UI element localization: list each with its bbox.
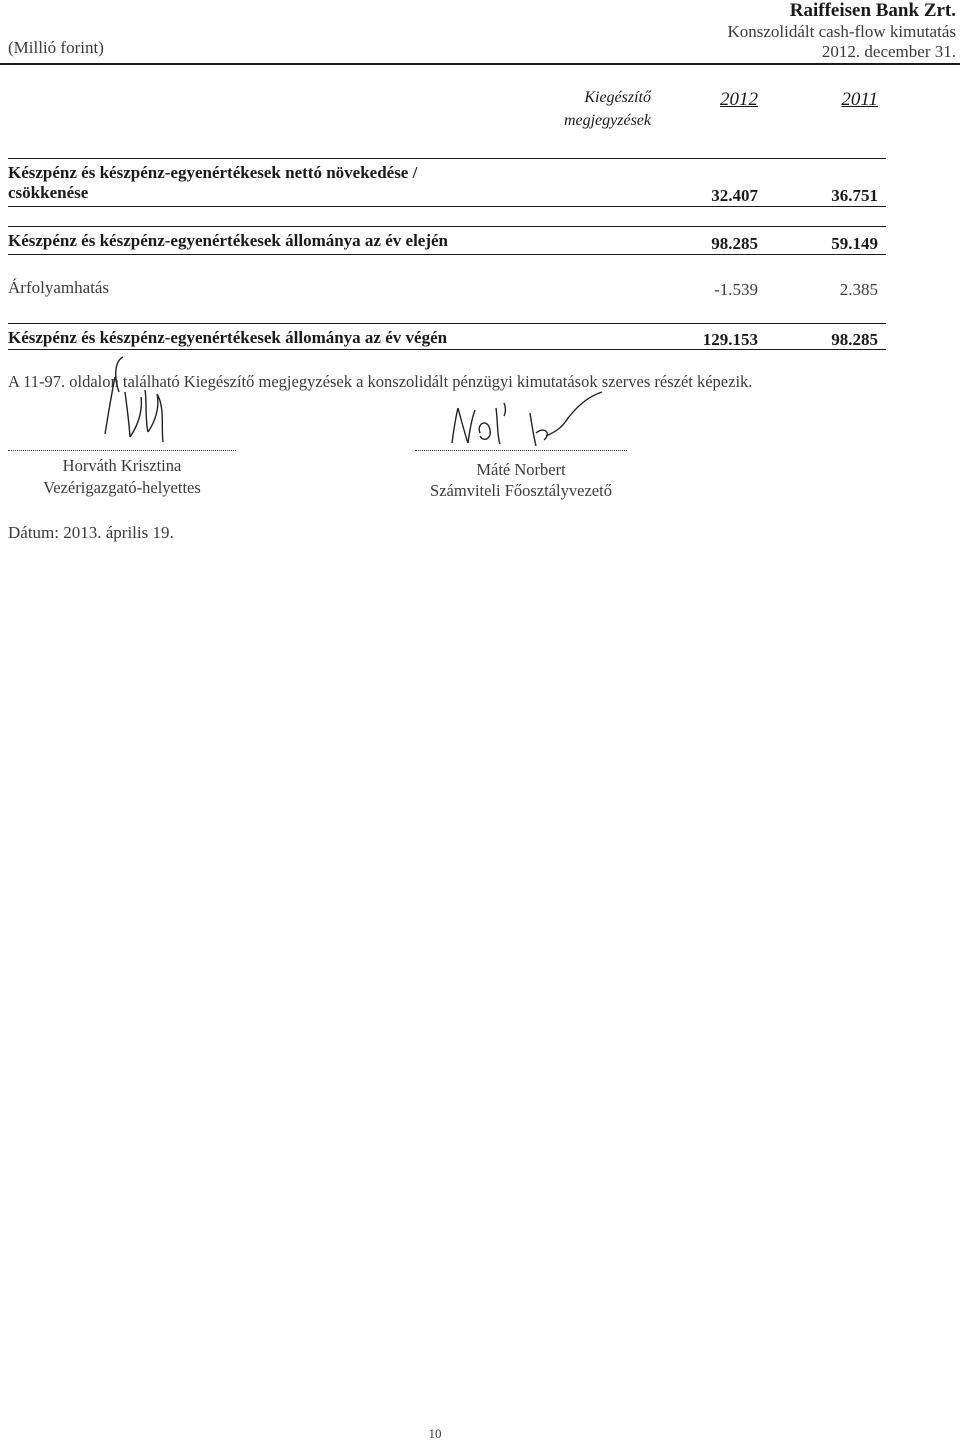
signer-name: Horváth Krisztina (62, 456, 182, 475)
company-name: Raiffeisen Bank Zrt. (789, 0, 956, 21)
row-label: Készpénz és készpénz-egyenértékesek állománya az év végén (8, 328, 448, 347)
signer-title: Vezérigazgató-helyettes (43, 478, 201, 497)
row-rule (8, 323, 886, 324)
row-rule (8, 158, 886, 159)
value-2011: 59.149 (831, 234, 878, 253)
notes-header-line1: Kiegészítő (584, 89, 651, 106)
value-2012: 32.407 (711, 186, 758, 205)
row-label: Árfolyamhatás (8, 278, 110, 297)
value-2012: 129.153 (702, 330, 758, 349)
year-2012-header: 2012 (720, 89, 758, 110)
value-2011: 2.385 (839, 280, 878, 299)
year-2011-header: 2011 (841, 89, 878, 110)
value-2011: 98.285 (831, 330, 878, 349)
value-2011: 36.751 (831, 186, 878, 205)
signer-name: Máté Norbert (476, 460, 566, 479)
header-rule (0, 63, 960, 65)
notes-header-line2: megjegyzések (563, 112, 651, 129)
value-2012: 98.285 (711, 234, 758, 253)
signature-horvath (85, 352, 205, 452)
row-label: csökkenése (8, 183, 89, 202)
row-rule (8, 254, 886, 255)
signature-line (8, 450, 236, 451)
signature-line (415, 450, 627, 451)
statement-title: Konszolidált cash-flow kimutatás (727, 22, 956, 41)
row-rule (8, 226, 886, 227)
unit-label: (Millió forint) (8, 38, 104, 57)
row-rule (8, 349, 886, 350)
value-2012: -1.539 (714, 280, 758, 299)
date-line: Dátum: 2013. április 19. (8, 523, 174, 542)
signature-mate (440, 388, 610, 458)
row-label: Készpénz és készpénz-egyenértékesek nettó növekedése / (8, 163, 418, 182)
statement-date: 2012. december 31. (821, 42, 956, 61)
signer-title: Számviteli Főosztályvezető (430, 481, 612, 500)
row-label: Készpénz és készpénz-egyenértékesek állománya az év elején (8, 231, 448, 250)
footnote: A 11-97. oldalon található Kiegészítő megjegyzések a konszolidált pénzügyi kimutatások szerves részét képezik. (8, 372, 753, 391)
page-number: 10 (428, 1426, 442, 1441)
row-rule (8, 206, 886, 207)
